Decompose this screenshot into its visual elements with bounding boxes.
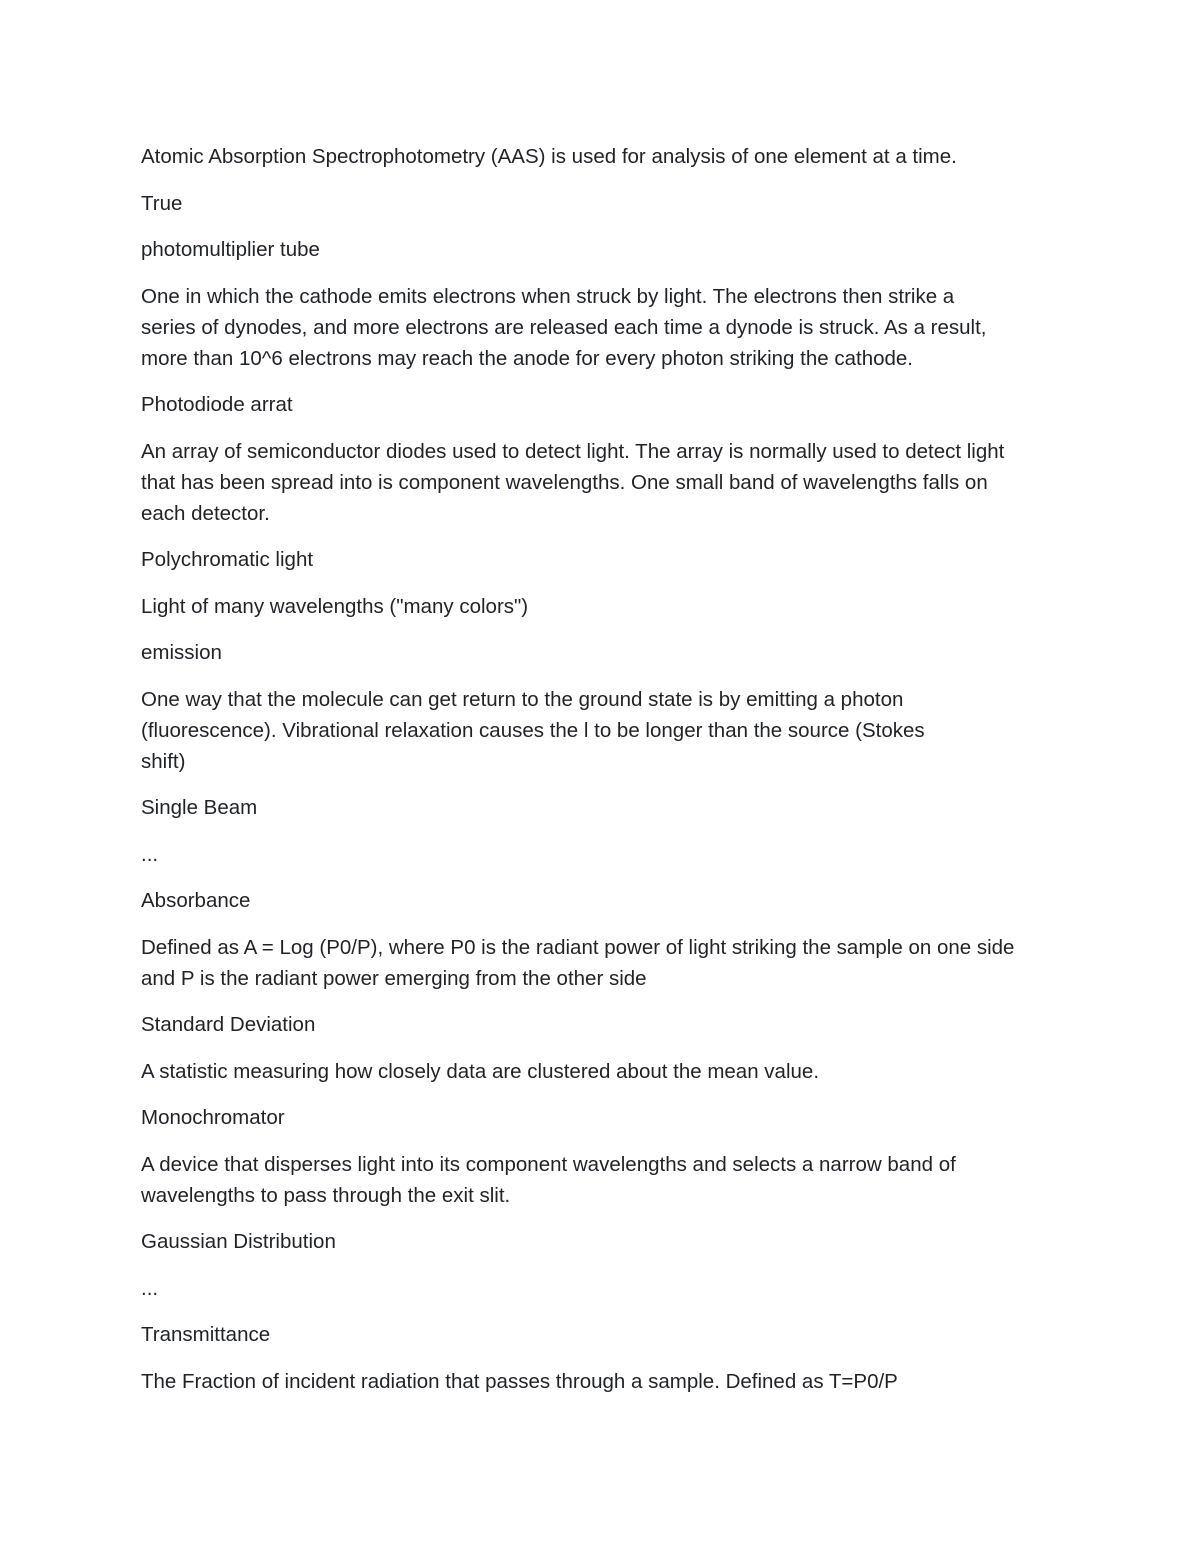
definition-monochromator: A device that disperses light into its component wavelengths and selects a narrow band of wavelengths to pass through the exit slit. bbox=[141, 1152, 956, 1207]
definition-emission: One way that the molecule can get return to the ground state is by emitting a photon (fluorescence). Vibrational relaxation causes the l to be longer than the source (Stokes shift) bbox=[141, 687, 925, 773]
definition-gaussian-distribution: ... bbox=[141, 1276, 159, 1300]
definition-photodiode-array: An array of semiconductor diodes used to detect light. The array is normally used to detect light that has been spread into is component wavelengths. One small band of wavelengths falls on each detector. bbox=[141, 439, 1005, 525]
answer-aas: True bbox=[141, 191, 183, 215]
question-aas: Atomic Absorption Spectrophotometry (AAS) is used for analysis of one element at a time. bbox=[141, 145, 957, 168]
term-single-beam: Single Beam bbox=[141, 796, 258, 819]
definition-standard-deviation: A statistic measuring how closely data are clustered about the mean value. bbox=[141, 1059, 820, 1083]
term-absorbance: Absorbance bbox=[141, 889, 251, 912]
term-photodiode-array: Photodiode arrat bbox=[141, 393, 293, 416]
definition-transmittance: The Fraction of incident radiation that passes through a sample. Defined as T=P0/P bbox=[141, 1369, 898, 1393]
term-transmittance: Transmittance bbox=[141, 1323, 271, 1346]
document-body bbox=[141, 141, 1071, 1412]
term-emission: emission bbox=[141, 641, 222, 664]
definition-single-beam: ... bbox=[141, 842, 159, 866]
definition-polychromatic-light: Light of many wavelengths ("many colors") bbox=[141, 594, 529, 618]
term-polychromatic-light: Polychromatic light bbox=[141, 548, 314, 571]
definition-absorbance: Defined as A = Log (P0/P), where P0 is the radiant power of light striking the sample on one side and P is the radiant power emerging from the other side bbox=[141, 935, 1015, 990]
term-standard-deviation: Standard Deviation bbox=[141, 1013, 316, 1036]
term-gaussian-distribution: Gaussian Distribution bbox=[141, 1230, 336, 1253]
definition-photomultiplier-tube: One in which the cathode emits electrons when struck by light. The electrons then strike a series of dynodes, and more electrons are released each time a dynode is struck. As a result, more than 10^6 electrons may reach the anode for every photon striking the cathode. bbox=[141, 284, 987, 370]
term-monochromator: Monochromator bbox=[141, 1106, 285, 1129]
term-photomultiplier-tube: photomultiplier tube bbox=[141, 238, 320, 261]
